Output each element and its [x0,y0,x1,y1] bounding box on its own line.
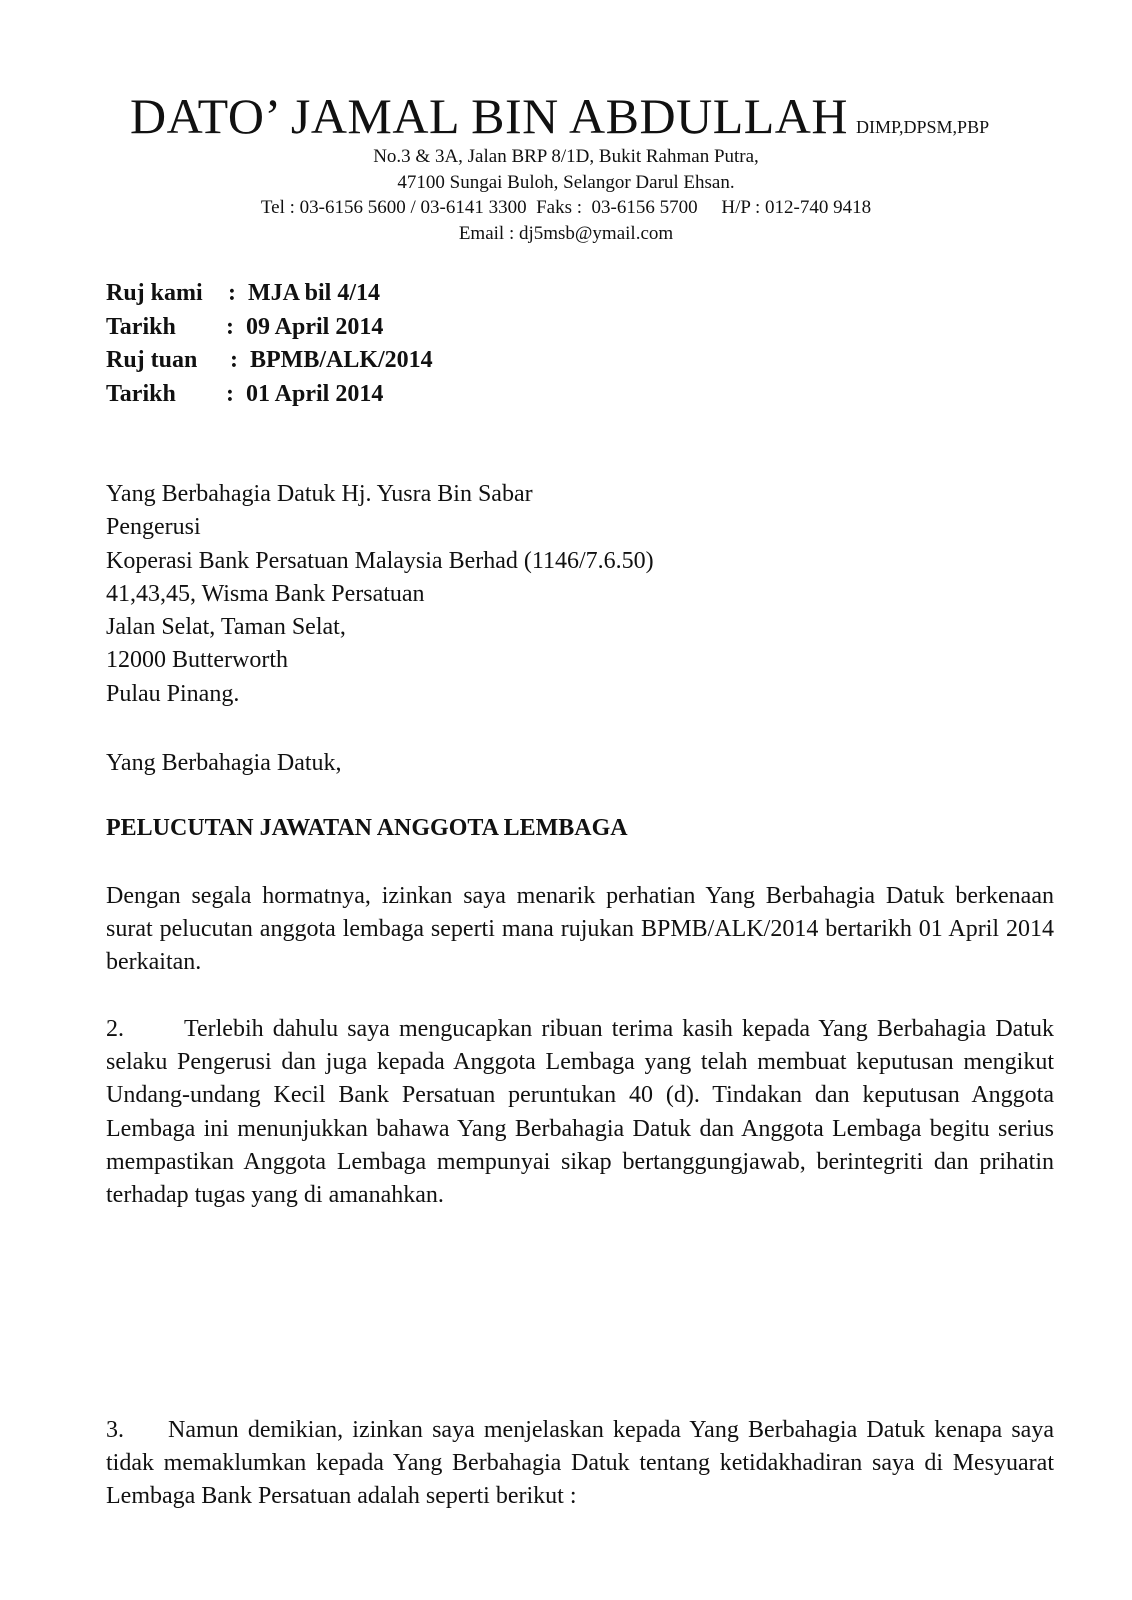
paragraph-1: Dengan segala hormatnya, izinkan saya menarik perhatian Yang Berbahagia Datuk berkenaan surat pelucutan anggota lembaga seperti mana rujukan BPMB/ALK/2014 bertarikh 01 April 2014 berkaitan. [106,883,1054,976]
recipient-line: 41,43,45, Wisma Bank Persatuan [106,580,425,607]
reference-label: Ruj kami [106,280,203,306]
paragraph-text: Namun demikian, izinkan saya menjelaskan kepada Yang Berbahagia Datuk kenapa saya tidak memaklumkan kepada Yang Berbahagia Datuk tentang ketidakhadiran saya di Mesyuarat Lembaga Bank Persatuan adalah seperti berikut : [106,1417,1054,1510]
paragraph-2 [106,1013,1054,1212]
reference-colon: : [228,280,236,306]
paragraph-number: 3. [106,1417,124,1443]
address-line-2: 47100 Sungai Buloh, Selangor Darul Ehsan. [397,172,735,193]
sender-honors: DIMP,DPSM,PBP [856,117,990,137]
recipient-line: Jalan Selat, Taman Selat, [106,614,346,641]
reference-label: Tarikh [106,313,176,340]
reference-label: Ruj tuan [106,347,198,373]
email-line: Email : dj5msb@ymail.com [458,223,674,244]
salutation: Yang Berbahagia Datuk, [106,750,342,776]
reference-label: Tarikh [106,380,176,407]
contact-line: Tel : 03-6156 5600 / 03-6141 3300 Faks : 03-6156 5700 H/P : 012-740 9418 [260,197,872,218]
reference-value: 09 April 2014 [246,313,384,340]
recipient-line: Koperasi Bank Persatuan Malaysia Berhad (1146/7.6.50) [106,547,654,574]
paragraph-text: Terlebih dahulu saya mengucapkan ribuan terima kasih kepada Yang Berbahagia Datuk selaku Pengerusi dan juga kepada Anggota Lembaga yang telah membuat keputusan mengikut Undang-undang Kecil Bank Persatuan peruntukan 40 (d). Tindakan dan keputusan Anggota Lembaga ini menunjukkan bahawa Yang Berbahagia Datuk dan Anggota Lembaga begitu serius mempastikan Anggota Lembaga mempunyai sikap bertanggungjawab, berintegriti dan prihatin terhadap tugas yang di amanahkan. [106,1016,1054,1209]
recipient-line: Yang Berbahagia Datuk Hj. Yusra Bin Sabar [106,481,533,507]
reference-value: 01 April 2014 [246,380,384,407]
recipient-line: Pulau Pinang. [106,680,240,707]
subject-heading: PELUCUTAN JAWATAN ANGGOTA LEMBAGA [106,815,628,841]
paragraph-number: 2. [106,1016,124,1042]
recipient-line: 12000 Butterworth [106,647,288,674]
reference-value: MJA bil 4/14 [248,280,381,306]
recipient-address [106,478,654,711]
paragraph-3 [106,1414,1054,1514]
sender-name: DATO’ JAMAL BIN ABDULLAH [130,88,849,144]
address-line-1: No.3 & 3A, Jalan BRP 8/1D, Bukit Rahman Putra, [373,146,759,167]
reference-value: BPMB/ALK/2014 [250,347,433,373]
reference-colon: : [230,347,238,373]
recipient-line: Pengerusi [106,514,201,541]
reference-colon: : [226,313,234,340]
reference-colon: : [226,380,234,407]
